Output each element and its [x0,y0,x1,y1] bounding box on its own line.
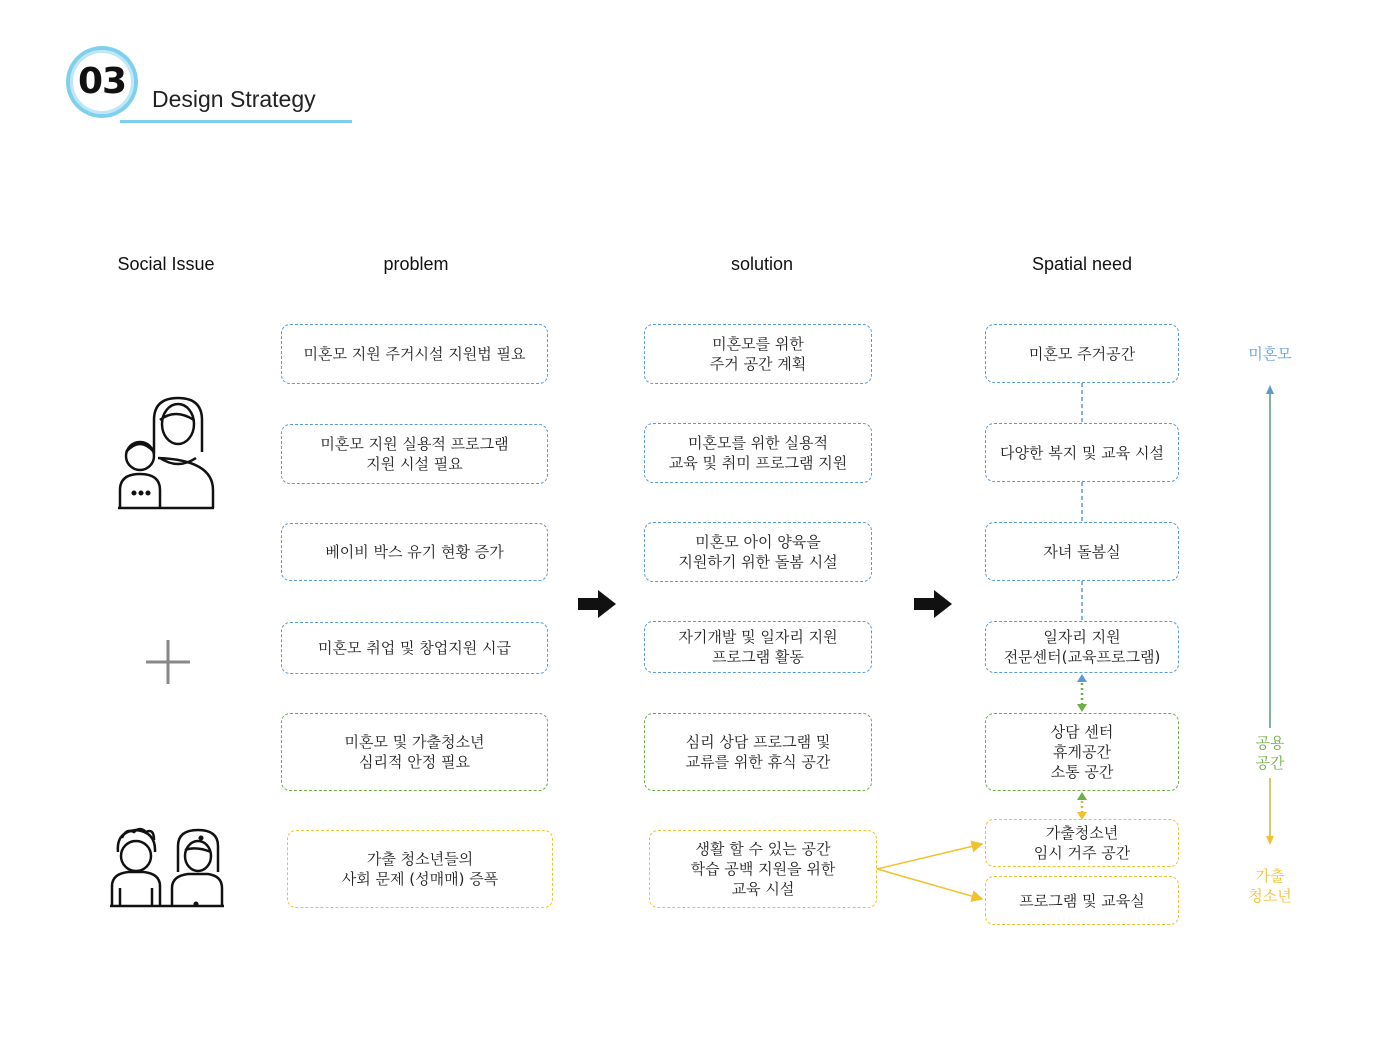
arrow-right-icon [578,590,616,618]
arrow-right-icon [914,590,952,618]
teenagers-icon [110,829,224,906]
column-social-issue: Social Issue [117,254,215,274]
section-number: 03 [77,61,127,102]
solution-box-5: 심리 상담 프로그램 및 교류를 위한 휴식 공간 [644,713,872,791]
problem-box-2: 미혼모 지원 실용적 프로그램 지원 시설 필요 [281,424,548,484]
fork-arrow-bottom [877,869,982,899]
problem-box-3: 베이비 박스 유기 현황 증가 [281,523,548,581]
page-title: Design Strategy [152,86,316,112]
problem-box-4: 미혼모 취업 및 창업지원 시급 [281,622,548,674]
solution-box-4: 자기개발 및 일자리 지원 프로그램 활동 [644,621,872,673]
spatial-box-4: 일자리 지원 전문센터(교육프로그램) [985,621,1179,673]
mother-child-icon [118,398,214,508]
spatial-box-1: 미혼모 주거공간 [985,324,1179,383]
problem-box-5: 미혼모 및 가출청소년 심리적 안정 필요 [281,713,548,791]
solution-box-6: 생활 할 수 있는 공간 학습 공백 지원을 위한 교육 시설 [649,830,877,908]
solution-box-3: 미혼모 아이 양육을 지원하기 위한 돌봄 시설 [644,522,872,582]
side-label-single-mother: 미혼모 [1248,345,1292,363]
side-label-runaway-youth: 가출 청소년 [1248,867,1292,905]
spatial-box-3: 자녀 돌봄실 [985,522,1179,581]
solution-box-2: 미혼모를 위한 실용적 교육 및 취미 프로그램 지원 [644,423,872,483]
column-problem: problem [383,254,449,274]
spatial-box-6: 가출청소년 임시 거주 공간 [985,819,1179,867]
problem-box-6: 가출 청소년들의 사회 문제 (성매매) 증폭 [287,830,553,908]
column-spatial-need: Spatial need [1031,254,1133,274]
spatial-box-2: 다양한 복지 및 교육 시설 [985,423,1179,482]
spatial-box-5: 상담 센터 휴게공간 소통 공간 [985,713,1179,791]
side-label-shared-space: 공용 공간 [1255,734,1285,772]
column-solution: solution [730,254,794,274]
spatial-box-7: 프로그램 및 교육실 [985,876,1179,925]
problem-box-1: 미혼모 지원 주거시설 지원법 필요 [281,324,548,384]
fork-arrow-top [877,844,982,869]
solution-box-1: 미혼모를 위한 주거 공간 계획 [644,324,872,384]
plus-icon [146,640,190,684]
